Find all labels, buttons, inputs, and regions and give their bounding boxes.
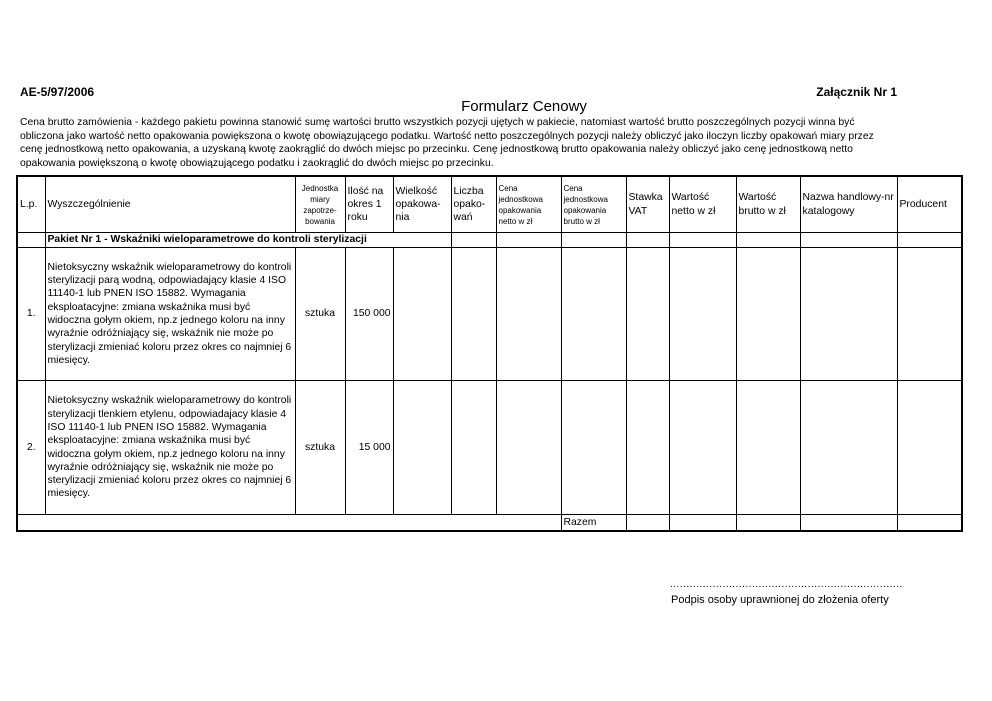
header-description: Wyszczególnienie — [45, 176, 295, 233]
row-producer-input[interactable] — [897, 248, 962, 381]
package-lp-cell — [17, 233, 45, 248]
total-gross-value-input[interactable] — [736, 515, 800, 532]
row-pack-count-input[interactable] — [451, 381, 496, 515]
row-net-value-input[interactable] — [669, 248, 736, 381]
header-lp: L.p. — [17, 176, 45, 233]
row-unit-gross-input[interactable] — [561, 381, 626, 515]
header-pack-count: Liczba opako-wań — [451, 176, 496, 233]
row-producer-input[interactable] — [897, 381, 962, 515]
row-net-value-input[interactable] — [669, 381, 736, 515]
header-gross-value: Wartość brutto w zł — [736, 176, 800, 233]
header-unit-gross-price: Cena jednostkowa opakowania brutto w zł — [561, 176, 626, 233]
header-net-value: Wartość netto w zł — [669, 176, 736, 233]
row-pack-size-input[interactable] — [393, 381, 451, 515]
row-quantity: 15 000 — [345, 381, 393, 515]
table-row — [17, 248, 962, 381]
total-label: Razem — [561, 515, 626, 532]
signature-label: Podpis osoby uprawnionej do złożenia oferty — [671, 594, 889, 606]
row-vat-input[interactable] — [626, 248, 669, 381]
header-unit: Jednostka miary zapotrze-bowania — [295, 176, 345, 233]
intro-paragraph: Cena brutto zamówienia - każdego pakietu powinna stanowić sumę wartości brutto wszystkich pozycji ujętych w pakiecie, natomiast wartość brutto poszczególnych pozycji winna być obliczona jako wartość netto opakowania powiększona o kwotę obowiązującego podatku. Wartość netto poszczególnych pozycji należy obliczyć jako iloczyn liczby opakowań miary przez cenę jednostkową netto opakowania, a uzyskaną kwotę zaokrąglić do dwóch miejsc po przecinku. Cenę jednostkową brutto opakowania należy obliczyć jako cenę jednostkową netto opakowania powiększoną o kwotę obowiązującego podatku i zaokrąglić do dwóch miejsc po przecinku. — [20, 117, 874, 169]
header-producer: Producent — [897, 176, 962, 233]
form-title: Formularz Cenowy — [461, 98, 587, 115]
header-unit-net-price: Cena jednostkowa opakowania netto w zł — [496, 176, 561, 233]
header-trade-name: Nazwa handlowy-nr katalogowy — [800, 176, 897, 233]
total-net-value-input[interactable] — [669, 515, 736, 532]
row-lp: 1. — [17, 248, 45, 381]
annex-label: Załącznik Nr 1 — [816, 85, 897, 99]
row-unit-gross-input[interactable] — [561, 248, 626, 381]
row-unit: sztuka — [295, 381, 345, 515]
row-description: Nietoksyczny wskaźnik wieloparametrowy do kontroli sterylizacji parą wodną, odpowiadający klasie 4 ISO 11140-1 lub PNEN ISO 15882. Wymagania eksploatacyjne: zmiana wskaźnika musi być widoczna gołym okiem, np.z jednego koloru na inny wyraźnie odróżniający się, wskaźnik nie może po sterylizacji zmieniać koloru przez okres co najmniej 6 miesięcy. — [45, 248, 295, 381]
row-description: Nietoksyczny wskaźnik wieloparametrowy do kontroli sterylizacji tlenkiem etylenu, odpowiadajacy klasie 4 ISO 11140-1 lub PNEN ISO 15882. Wymagania eksploatacyjne: zmiana wskaźnika musi być widoczna gołym okiem, np.z jednego koloru na inny wyraźnie odróżniający się, wskaźnik nie może po sterylizacji zmieniać koloru przez okres co najmniej 6 miesięcy. — [45, 381, 295, 515]
row-quantity: 150 000 — [345, 248, 393, 381]
row-vat-input[interactable] — [626, 381, 669, 515]
row-gross-value-input[interactable] — [736, 248, 800, 381]
row-trade-name-input[interactable] — [800, 381, 897, 515]
row-gross-value-input[interactable] — [736, 381, 800, 515]
price-table — [16, 175, 963, 532]
row-unit-net-input[interactable] — [496, 248, 561, 381]
package-label: Pakiet Nr 1 - Wskaźniki wieloparametrowe do kontroli sterylizacji — [45, 233, 451, 248]
total-blank-cell — [17, 515, 561, 532]
row-pack-count-input[interactable] — [451, 248, 496, 381]
signature-line: ....................................................................... — [670, 579, 903, 590]
row-unit-net-input[interactable] — [496, 381, 561, 515]
header-quantity: Ilość na okres 1 roku — [345, 176, 393, 233]
total-row — [17, 515, 962, 532]
row-pack-size-input[interactable] — [393, 248, 451, 381]
row-lp: 2. — [17, 381, 45, 515]
table-row — [17, 381, 962, 515]
row-trade-name-input[interactable] — [800, 248, 897, 381]
document-reference: AE-5/97/2006 — [20, 85, 95, 99]
row-unit: sztuka — [295, 248, 345, 381]
header-vat-rate: Stawka VAT — [626, 176, 669, 233]
package-row — [17, 233, 962, 248]
table-header-row — [17, 176, 962, 233]
header-pack-size: Wielkość opakowa-nia — [393, 176, 451, 233]
